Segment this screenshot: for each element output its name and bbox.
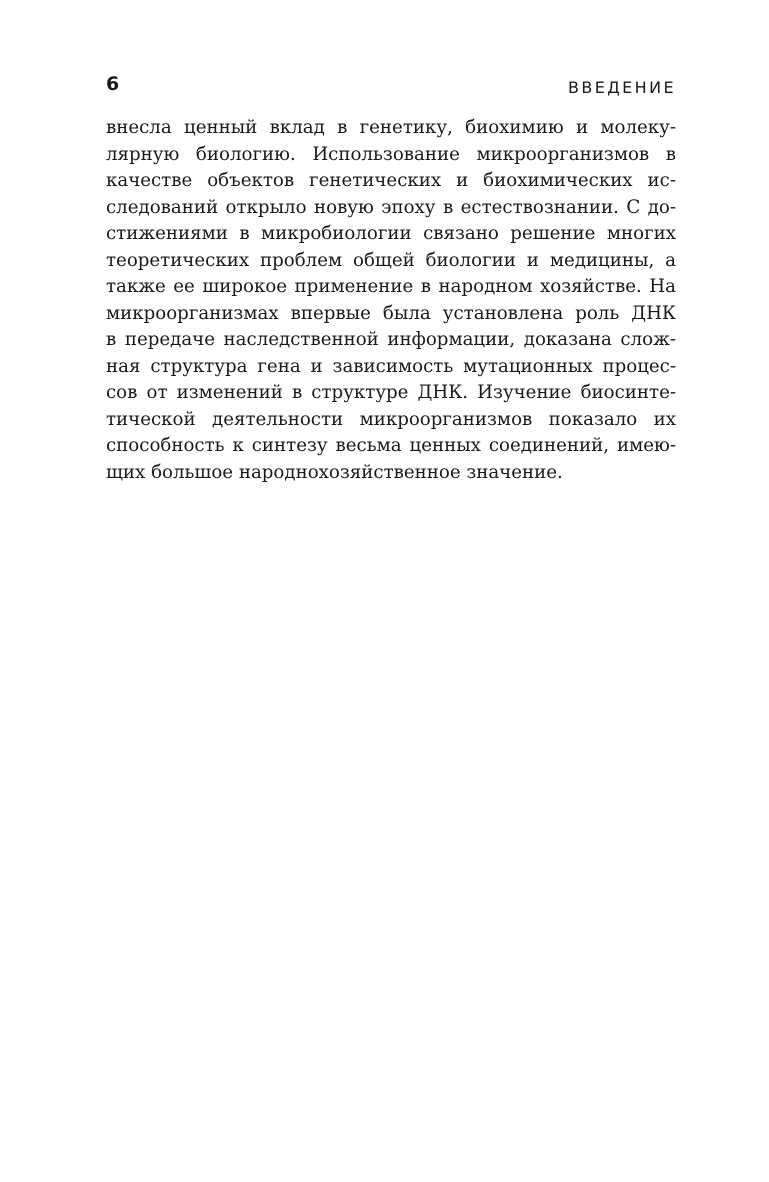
text-line: также ее широкое применение в народном хозяйстве. На xyxy=(106,276,676,297)
running-head: ВВЕДЕНИЕ xyxy=(568,78,676,97)
text-line: теоретических проблем общей биологии и медицины, а xyxy=(106,249,676,271)
text-line: щих большое народнохозяйственное значение. xyxy=(106,461,563,483)
page-header xyxy=(106,72,676,100)
page-number: 6 xyxy=(106,73,120,95)
text-line: способность к синтезу весьма ценных соединений, имею- xyxy=(106,435,676,456)
text-line: тической деятельности микроорганизмов показало их xyxy=(106,408,676,430)
text-line: следований открыло новую эпоху в естествознании. С до- xyxy=(106,196,676,218)
text-line: ная структура гена и зависимость мутационных процес- xyxy=(106,355,676,377)
text-line: микроорганизмах впервые была установлена роль ДНК xyxy=(106,302,676,324)
text-line: качестве объектов генетических и биохимических ис- xyxy=(106,170,676,191)
text-line: стижениями в микробиологии связано решение многих xyxy=(106,223,676,244)
text-line: в передаче наследственной информации, доказана слож- xyxy=(106,329,676,350)
text-line: внесла ценный вклад в генетику, биохимию и молеку- xyxy=(106,117,676,138)
body-paragraph xyxy=(106,115,676,486)
text-line: сов от изменений в структуре ДНК. Изучение биосинте- xyxy=(106,382,676,403)
text-line: лярную биологию. Использование микроорганизмов в xyxy=(106,143,676,165)
